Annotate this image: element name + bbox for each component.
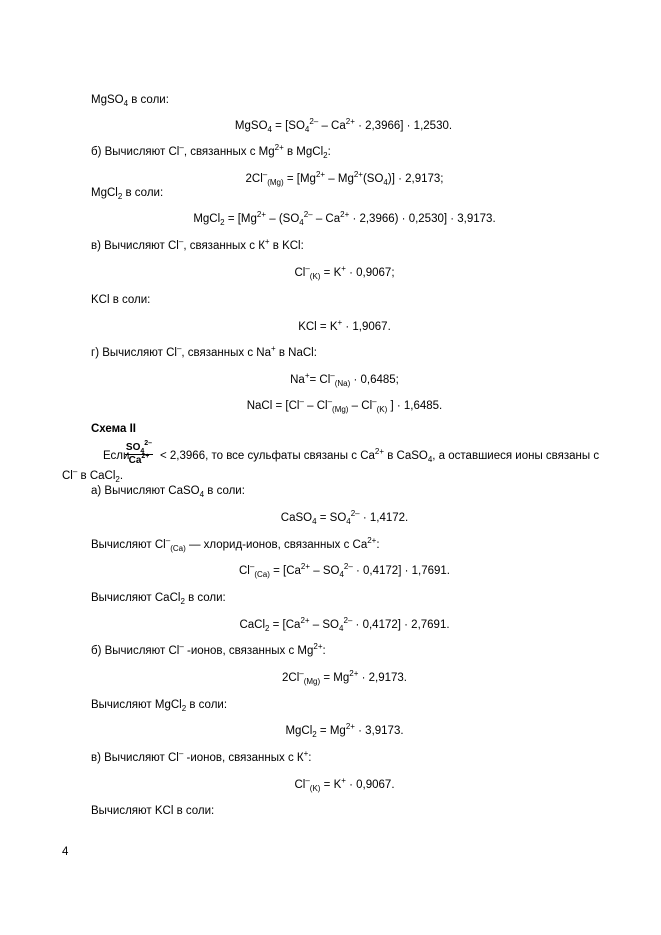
text-step-b2: б) Вычисляют Cl– -ионов, связанных с $Mg^{2+}$: xyxy=(91,642,326,657)
ratio-fraction xyxy=(125,442,153,466)
text-cacl2-in-salt: Вычисляют CaCl$_2$ в соли: xyxy=(91,592,226,606)
section-heading-scheme-2: Схема II xyxy=(91,423,136,435)
text-step-v: в) Вычисляют Cl–, связанных с К+ в KCl: xyxy=(91,237,304,252)
text-step-a: а) Вычисляют CaSO$_4$ в соли: xyxy=(91,485,245,499)
formula-cl-ca: $Cl^-_{(Ca)} = [Ca^{2+} - SO_4^{2-} \cdot 0,4172] \cdot 1,7691$. xyxy=(239,562,450,579)
text-mgso4-in-salt: MgSO$_4$ в соли: xyxy=(91,94,169,108)
formula-cl-k-2: $Cl^-_{(K)} = K^+ \cdot 0,9067$. xyxy=(294,776,395,793)
text-step-b: б) Вычисляют Cl–, связанных с $Mg^{2+}$ в MgCl$_2$: xyxy=(91,143,331,160)
formula-cl-mg: $2Cl^-_{(Mg)} = [Mg^{2+} - Mg^{2+}(SO_4)] \cdot 2,9173$; xyxy=(245,170,444,187)
fraction-numerator: $SO_4^{2-}$ xyxy=(125,440,153,455)
formula-nacl: NaCl = [$Cl^- - Cl^-_{(Mg)} - Cl^-_{(K)}$ ] · 1,6485. xyxy=(246,397,443,414)
formula-mgso4: MgSO$_4$ = $[SO_4^{2-} - Ca^{2+} \cdot 2,3966] \cdot 1,2530$. xyxy=(234,117,453,134)
text-condition: < 2,3966, то все сульфаты связаны с $Ca^{2+}$ в CaSO$_4$, а оставшиеся ионы связаны с xyxy=(160,447,600,464)
text-kcl-in-salt-2: Вычисляют KCl в соли: xyxy=(91,805,215,817)
formula-mgcl2-2: MgCl$_2$ = $Mg^{2+} \cdot 3,9173$. xyxy=(285,722,404,739)
formula-kcl: KCl = K+ · 1,9067. xyxy=(298,318,391,333)
text-kcl-in-salt: KCl в соли: xyxy=(91,294,151,306)
formula-caso4: CaSO$_4$ = $SO_4^{2-} \cdot 1,4172$. xyxy=(280,509,409,526)
text-if: Если xyxy=(103,450,130,462)
text-mgcl2-in-salt: MgCl$_2$ в соли: xyxy=(91,187,164,201)
text-cl-ca: Вычисляют $Cl^-_{(Ca)}$ — хлорид-ионов, связанных с $Ca^{2+}$: xyxy=(91,536,380,553)
formula-cacl2: CaCl$_2$ = $[Ca^{2+} - SO_4^{2-} \cdot 0,4172] \cdot 2,7691$. xyxy=(239,616,450,633)
text-step-v2: в) Вычисляют Cl– -ионов, связанных с К+: xyxy=(91,749,312,764)
fraction-denominator: $Ca^{2+}$ xyxy=(128,453,150,466)
formula-mgcl2: MgCl$_2$ = $[Mg^{2+} - (SO_4^{2-} - Ca^{2+} \cdot 2,3966) \cdot 0,2530] \cdot 3,9173$. xyxy=(193,210,496,227)
formula-cl-mg-2: $2Cl^-_{(Mg)} = Mg^{2+} \cdot 2,9173$. xyxy=(282,669,407,686)
text-step-g: г) Вычисляют Cl–, связанных с Na+ в NaCl: xyxy=(91,344,317,359)
page-number: 4 xyxy=(62,846,69,858)
formula-na: $Na^+= Cl^-_{(Na)} \cdot 0,6485$; xyxy=(290,371,399,388)
text-condition-cont: Cl– в CaCl$_2$. xyxy=(62,467,124,484)
text-mgcl2-in-salt-2: Вычисляют MgCl$_2$ в соли: xyxy=(91,699,228,713)
formula-cl-k: $Cl^-_{(K)} = K^+ \cdot 0,9067$; xyxy=(294,264,395,281)
